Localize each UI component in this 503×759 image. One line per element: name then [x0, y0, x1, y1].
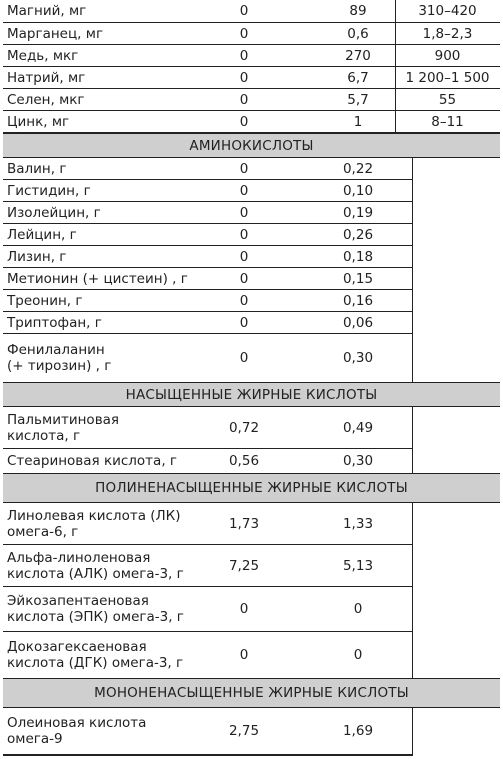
row-value-1: 0	[239, 292, 249, 309]
row-value-1: 2,75	[228, 723, 260, 739]
row-value-1: 0	[239, 314, 249, 331]
row-value-2: 0,16	[342, 292, 374, 309]
row-value-1: 0,56	[228, 453, 260, 469]
row-name: Олеиновая кислота омега-9	[7, 715, 147, 747]
table-row	[3, 111, 500, 133]
section-header-saturated-fatty-acids	[3, 382, 500, 407]
row-value-2: 0,6	[347, 25, 369, 42]
row-value-2: 6,7	[347, 69, 369, 86]
row-value-2: 1,33	[342, 515, 374, 532]
section-title: МОНОНЕНАСЫЩЕННЫЕ ЖИРНЫЕ КИСЛОТЫ	[94, 685, 409, 701]
row-value-1: 1,73	[228, 515, 260, 532]
section-title: АМИНОКИСЛОТЫ	[189, 137, 314, 154]
table-row	[3, 246, 413, 268]
table-row	[3, 202, 413, 224]
row-value-1: 0	[239, 25, 249, 42]
row-value-2: 1,69	[342, 723, 374, 739]
row-value-2: 89	[349, 3, 367, 19]
row-value-2: 0,30	[342, 350, 374, 366]
table-row	[3, 0, 500, 23]
row-value-2: 0	[353, 647, 363, 663]
row-value-2: 0,10	[342, 182, 374, 199]
table-row	[3, 708, 413, 756]
row-name: Линолевая кислота (ЛК) омега-6, г	[7, 507, 181, 540]
row-value-2: 0,18	[342, 248, 374, 265]
row-value-3: 1 200–1 500	[405, 69, 490, 86]
row-name: Стеариновая кислота, г	[7, 453, 177, 469]
row-value-2: 0,30	[342, 453, 374, 469]
table-row	[3, 224, 413, 246]
row-value-1: 7,25	[228, 557, 260, 574]
row-value-3: 1,8–2,3	[422, 25, 473, 42]
row-name: Цинк, мг	[7, 113, 70, 130]
table-row	[3, 290, 413, 312]
row-value-2: 270	[345, 47, 371, 64]
row-value-3: 55	[438, 91, 457, 108]
table-row	[3, 180, 413, 202]
row-value-2: 0,22	[342, 160, 374, 177]
section-header-amino-acids	[3, 133, 500, 158]
row-value-1: 0	[239, 69, 249, 86]
row-name: Эйкозапентаеновая кислота (ЭПК) омега-3, г	[7, 593, 184, 625]
row-value-1: 0,72	[228, 419, 260, 436]
section-header-monounsaturated-fatty-acids	[3, 678, 500, 708]
row-name: Валин, г	[7, 160, 67, 177]
table-row	[3, 545, 413, 587]
row-value-2: 0,26	[342, 226, 374, 243]
row-value-2: 1	[353, 113, 363, 130]
row-name: Докозагексаеновая кислота (ДГК) омега-3, г	[7, 639, 184, 671]
row-value-1: 0	[239, 47, 249, 64]
nutrition-table	[3, 0, 500, 756]
table-row	[3, 158, 413, 180]
row-value-1: 0	[239, 160, 249, 177]
row-value-1: 0	[239, 91, 249, 108]
row-name: Фенилаланин (+ тирозин) , г	[7, 342, 112, 374]
row-name: Пальмитиновая кислота, г	[7, 411, 120, 444]
row-name: Марганец, мг	[7, 25, 104, 42]
row-value-2: 0,06	[342, 314, 374, 331]
row-value-2: 5,13	[342, 557, 374, 574]
row-name: Натрий, мг	[7, 69, 86, 86]
row-value-2: 5,7	[347, 91, 369, 108]
table-row	[3, 268, 413, 290]
row-value-2: 0,19	[342, 204, 374, 221]
row-name: Селен, мкг	[7, 91, 85, 108]
row-value-3: 900	[434, 47, 461, 64]
row-value-3: 8–11	[431, 113, 464, 130]
section-title: НАСЫЩЕННЫЕ ЖИРНЫЕ КИСЛОТЫ	[125, 386, 378, 403]
row-name: Лейцин, г	[7, 226, 77, 243]
row-value-1: 0	[239, 113, 249, 130]
row-value-1: 0	[239, 248, 249, 265]
table-row	[3, 449, 413, 473]
row-value-1: 0	[239, 350, 249, 366]
row-value-2: 0,15	[342, 270, 374, 287]
table-row	[3, 334, 413, 382]
row-value-2: 0,49	[342, 419, 374, 436]
table-row	[3, 312, 413, 334]
row-value-1: 0	[239, 3, 249, 19]
table-row	[3, 407, 413, 449]
table-row	[3, 23, 500, 45]
row-name: Магний, мг	[7, 3, 87, 19]
section-title: ПОЛИНЕНАСЫЩЕННЫЕ ЖИРНЫЕ КИСЛОТЫ	[95, 480, 408, 496]
row-value-1: 0	[239, 226, 249, 243]
section-header-polyunsaturated-fatty-acids	[3, 473, 500, 503]
row-value-1: 0	[239, 270, 249, 287]
row-value-2: 0	[353, 601, 363, 617]
row-name: Изолейцин, г	[7, 204, 101, 221]
row-value-3: 310–420	[418, 3, 477, 19]
table-row	[3, 45, 500, 67]
row-value-1: 0	[239, 601, 249, 617]
row-name: Лизин, г	[7, 248, 67, 265]
row-name: Триптофан, г	[7, 314, 102, 331]
row-value-1: 0	[239, 204, 249, 221]
row-value-1: 0	[239, 182, 249, 199]
table-row	[3, 632, 413, 678]
table-row	[3, 67, 500, 89]
row-name: Треонин, г	[7, 292, 83, 309]
row-value-1: 0	[239, 647, 249, 663]
row-name: Метионин (+ цистеин) , г	[7, 270, 188, 287]
table-row	[3, 503, 413, 545]
row-name: Гистидин, г	[7, 182, 91, 199]
row-name: Медь, мкг	[7, 47, 79, 64]
table-row	[3, 89, 500, 111]
table-row	[3, 587, 413, 632]
row-name: Альфа-линоленовая кислота (АЛК) омега-3, г	[7, 549, 184, 582]
